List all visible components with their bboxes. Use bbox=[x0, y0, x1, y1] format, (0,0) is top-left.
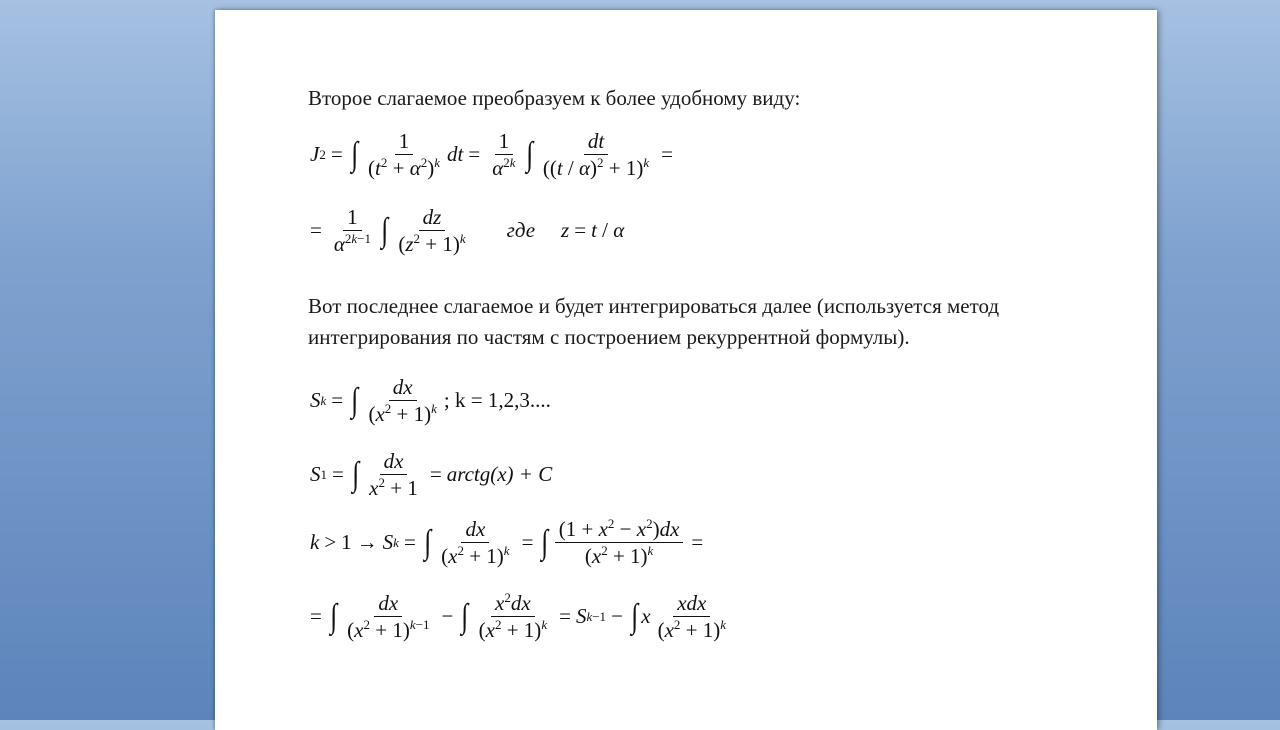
k-values: k = 1,2,3.... bbox=[455, 388, 551, 413]
s1-result: arctg(x) + C bbox=[446, 462, 553, 487]
formula-k-gt-1: k > 1 → S k = ∫ $\frac{dx}{(x^2 + 1)^k}$ = ∫ $\frac{(1 + x^2 - x^2)dx}{(x^2 + 1)^k}$ = bbox=[310, 516, 704, 569]
formula-sk: S k = ∫ $\frac{dx}{(x^2 + 1)^k}$ ; k = 1,2,3.... bbox=[310, 375, 551, 427]
document-page bbox=[215, 10, 1157, 730]
paragraph-line-2: интегрирования по частям с построением рекуррентной формулы). bbox=[308, 325, 910, 349]
formula-s1: S 1 = ∫ $\frac{dx}{x^2 + 1}$ = arctg(x) + C bbox=[310, 449, 553, 501]
paragraph-line-1: Вот последнее слагаемое и будет интегрироваться далее (используется метод bbox=[308, 294, 1000, 318]
formula-j2-continued: = $\frac{1}{\alpha^{2k-1}}$ ∫ $\frac{dz}{(z^2 + 1)^k}$ где z = t / α bbox=[310, 205, 625, 257]
paragraph-intro: Второе слагаемое преобразуем к более удобному виду: bbox=[308, 86, 801, 110]
where-word: где bbox=[506, 218, 536, 243]
formula-sk-split: = ∫ $\frac{dx}{(x^2 + 1)^{k-1}}$ − ∫ $\frac{x^2dx}{(x^2 + 1)^k}$ = S k−1 − ∫ x $\frac{\text{xdx}}{(x^2 + 1)^k}$ bbox=[310, 590, 727, 643]
formula-j2: J 2 = ∫ $\frac{1}{(t^2 + \alpha^2)^k}$ dt = $\frac{1}{\alpha^{2k}}$ ∫ $\frac{dt}{((t / \alpha)^2 + 1)^k}$ = bbox=[310, 129, 674, 181]
